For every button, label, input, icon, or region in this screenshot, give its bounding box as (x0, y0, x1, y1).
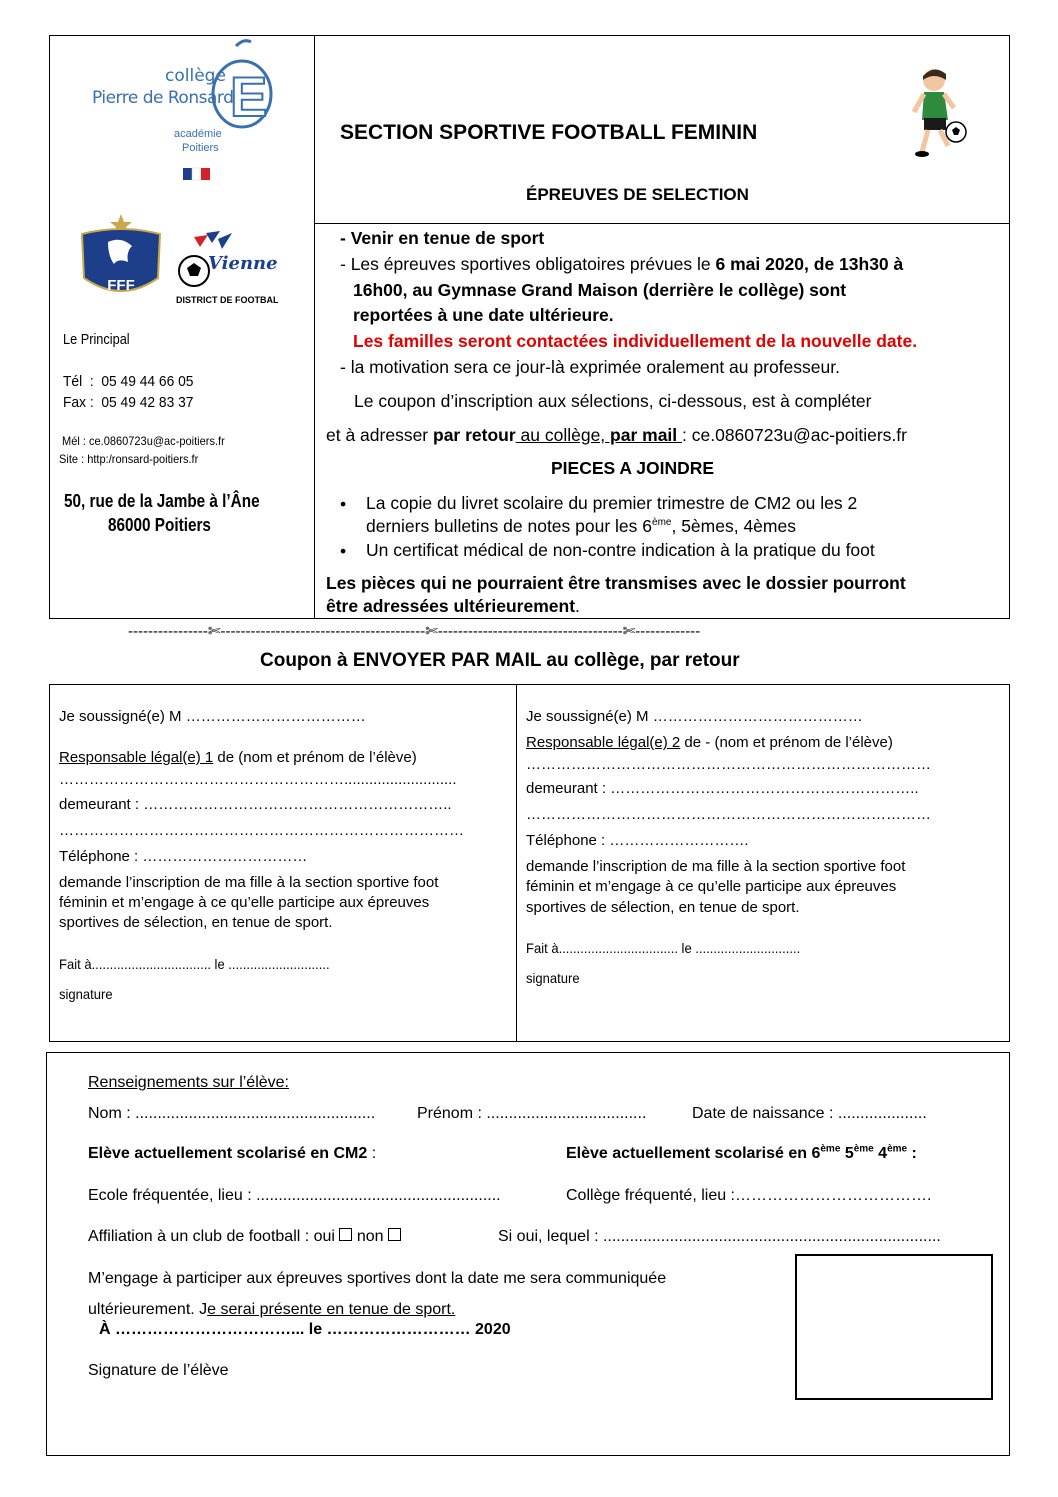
piece-1-line2-text: derniers bulletins de notes pour les 6 (366, 516, 653, 536)
left-form-line8: féminin et m’engage à ce qu’elle participe aux épreuves (59, 894, 430, 911)
girl-footballer-icon (900, 62, 980, 162)
right-form-line7: demande l’inscription de ma fille à la section sportive foot (526, 858, 906, 875)
academie-label: académie (174, 128, 222, 140)
right-form-line3[interactable]: ……………………………………………………………………… (526, 756, 931, 773)
pieces-title: PIECES A JOINDRE (551, 458, 715, 478)
engage-line2-underlined: e serai présente en tenue de sport. (207, 1301, 456, 1318)
info-bullet-2 (340, 254, 903, 275)
address-line1: 50, rue de la Jambe à l’Âne (64, 491, 260, 511)
info-bullet-2-date: 6 mai 2020, de 13h30 à (715, 254, 904, 274)
piece-1-line1: La copie du livret scolaire du premier trimestre de CM2 ou les 2 (366, 493, 858, 513)
right-responsable-rest: de - (nom et prénom de l’élève) (680, 734, 893, 751)
mel-label: Mél : ce.0860723u@ac-poitiers.fr (62, 434, 225, 448)
student-signature-label: Signature de l’élève (88, 1362, 229, 1379)
right-form-line11: signature (526, 970, 580, 986)
photo-box[interactable] (795, 1254, 993, 1400)
left-form-line7: demande l’inscription de ma fille à la section sportive foot (59, 874, 439, 891)
college-line1: collège (165, 66, 226, 86)
left-form-line2 (59, 749, 417, 766)
checkbox-oui[interactable] (339, 1228, 352, 1241)
info-bullet-2-line3: reportées à une date ultérieure. (353, 305, 614, 325)
student-cm2-colon: : (367, 1145, 377, 1162)
affiliation-non-label: non (352, 1228, 389, 1245)
page-subtitle: ÉPREUVES DE SELECTION (526, 185, 749, 204)
note-line1: Les pièces qui ne pourraient être transmises avec le dossier pourront (326, 573, 906, 593)
principal-label: Le Principal (63, 331, 130, 348)
sup-4: ème (887, 1143, 908, 1155)
piece-1-line2 (366, 516, 796, 537)
info-bullet-1-text: - Venir en tenue de sport (340, 228, 545, 248)
fff-logo (78, 212, 164, 304)
coupon-instruction-2b: par retour (433, 425, 516, 445)
student-college-level (566, 1145, 917, 1163)
right-form-line10[interactable]: Fait à................................. le ............................. (526, 940, 801, 956)
sup-6: ème (820, 1143, 841, 1155)
info-bullet-2-text: - Les épreuves sportives obligatoires prévues le (340, 254, 716, 274)
piece-bullet-1: • (340, 494, 347, 514)
fff-shield-icon (78, 212, 164, 304)
header-divider-horizontal (314, 223, 1010, 224)
coupon-form-divider (516, 684, 517, 1042)
info-bullet-3: - la motivation sera ce jour-là exprimée oralement au professeur. (340, 357, 840, 377)
left-form-line5[interactable]: ……………………………………………………………………… (59, 822, 464, 839)
right-form-line4[interactable]: demeurant : …………………………………………………….. (526, 780, 919, 797)
info-red-notice: Les familles seront contactées individuellement de la nouvelle date. (353, 331, 918, 351)
cut-line: ----------------✄-----------------------------------------✄-------------------------------------✄------------- (128, 623, 701, 640)
piece-1-sup: ème (652, 517, 672, 529)
student-affiliation (88, 1228, 401, 1246)
student-ecole[interactable]: Ecole fréquentée, lieu : ....................................................... (88, 1187, 501, 1204)
svg-text:Vienne: Vienne (208, 253, 278, 274)
piece-bullet-2: • (340, 541, 347, 561)
right-form-line1: Je soussigné(e) M …………………………………… (526, 708, 863, 725)
student-cm2-label: Elève actuellement scolarisé en CM2 (88, 1145, 368, 1162)
checkbox-non[interactable] (388, 1228, 401, 1241)
left-responsable-rest: de (nom et prénom de l’élève) (213, 749, 417, 766)
right-form-line9: sportives de sélection, en tenue de sport. (526, 899, 800, 916)
affiliation-label: Affiliation à un club de football : oui (88, 1228, 340, 1245)
site-label: Site : http:/ronsard-poitiers.fr (59, 452, 199, 466)
college-e-logo-icon (88, 38, 278, 188)
district-logo (172, 225, 278, 307)
student-info-title: Renseignements sur l’élève: (88, 1074, 289, 1091)
header-divider-vertical (314, 35, 315, 619)
level-4: 4 (873, 1145, 888, 1162)
sup-5: ème (853, 1143, 874, 1155)
coupon-instruction-2c: au collège, (515, 425, 606, 445)
piece-1-line2-end: , 5èmes, 4èmes (671, 516, 796, 536)
coupon-instruction-2d: par mail (605, 425, 683, 445)
address-line2: 86000 Poitiers (108, 515, 211, 535)
info-bullet-2-line2: 16h00, au Gymnase Grand Maison (derrière le collège) sont (353, 280, 847, 300)
left-form-line4[interactable]: demeurant : …………………………………………………….. (59, 796, 452, 813)
student-college-frequente[interactable]: Collège fréquenté, lieu :………………………………. (566, 1187, 932, 1204)
right-form-line8: féminin et m’engage à ce qu’elle participe aux épreuves (526, 878, 897, 895)
student-engage-line2 (88, 1301, 455, 1319)
footballer-illustration (900, 62, 980, 162)
poitiers-label: Poitiers (182, 142, 219, 154)
student-cm2 (88, 1145, 376, 1163)
level-colon: : (907, 1145, 917, 1162)
svg-text:DISTRICT DE FOOTBALL: DISTRICT DE FOOTBALL (176, 295, 278, 305)
left-form-line9: sportives de sélection, en tenue de sport. (59, 914, 333, 931)
svg-text:E: E (230, 65, 268, 128)
svg-text:FFF: FFF (107, 277, 135, 294)
coupon-email: : ce.0860723u@ac-poitiers.fr (682, 425, 907, 445)
note-line2-period: . (575, 596, 580, 616)
page-title: SECTION SPORTIVE FOOTBALL FEMININ (340, 121, 758, 144)
student-nom[interactable]: Nom : ...................................................... (88, 1105, 376, 1122)
fax-label: Fax : 05 49 42 83 37 (63, 394, 194, 411)
student-college-label: Elève actuellement scolarisé en 6 (566, 1145, 821, 1162)
student-date-line[interactable]: À ……………………………... le ……………………… 2020 (99, 1321, 511, 1338)
coupon-instruction-2 (326, 425, 907, 446)
info-bullet-1 (340, 228, 544, 249)
right-form-line5[interactable]: ……………………………………………………………………… (526, 806, 931, 823)
college-logo (88, 38, 278, 188)
left-form-line6[interactable]: Téléphone : …………………………… (59, 848, 308, 865)
coupon-title: Coupon à ENVOYER PAR MAIL au collège, par retour (260, 650, 740, 671)
tel-label: Tél : 05 49 44 66 05 (63, 373, 194, 390)
right-form-line6[interactable]: Téléphone : ………………………. (526, 832, 749, 849)
right-responsable-label: Responsable légal(e) 2 (526, 734, 681, 751)
student-club-name[interactable]: Si oui, lequel : ............................................................................ (498, 1228, 941, 1245)
left-responsable-label: Responsable légal(e) 1 (59, 749, 214, 766)
vienne-football-icon (172, 225, 278, 307)
left-form-line3[interactable]: …………………………………………………........................... (59, 771, 457, 788)
left-form-line11: signature (59, 986, 113, 1002)
college-line2: Pierre de Ronsard (92, 88, 234, 108)
note-line2 (326, 596, 580, 617)
student-naissance[interactable]: Date de naissance : .................... (692, 1105, 927, 1122)
piece-2: Un certificat médical de non-contre indication à la pratique du foot (366, 540, 875, 560)
level-5: 5 (840, 1145, 854, 1162)
engage-line2-start: ultérieurement. J (88, 1301, 208, 1318)
left-form-line1: Je soussigné(e) M ……………………………… (59, 708, 366, 725)
student-prenom[interactable]: Prénom : .................................... (417, 1105, 647, 1122)
student-engage-line1: M’engage à participer aux épreuves sportives dont la date me sera communiquée (88, 1270, 667, 1287)
right-form-line2 (526, 734, 893, 751)
left-form-line10[interactable]: Fait à................................. le ............................ (59, 956, 330, 972)
coupon-instruction-1: Le coupon d’inscription aux sélections, ci-dessous, est à compléter (354, 391, 872, 411)
note-line2-text: être adressées ultérieurement (326, 596, 576, 616)
coupon-instruction-2a: et à adresser (326, 425, 433, 445)
